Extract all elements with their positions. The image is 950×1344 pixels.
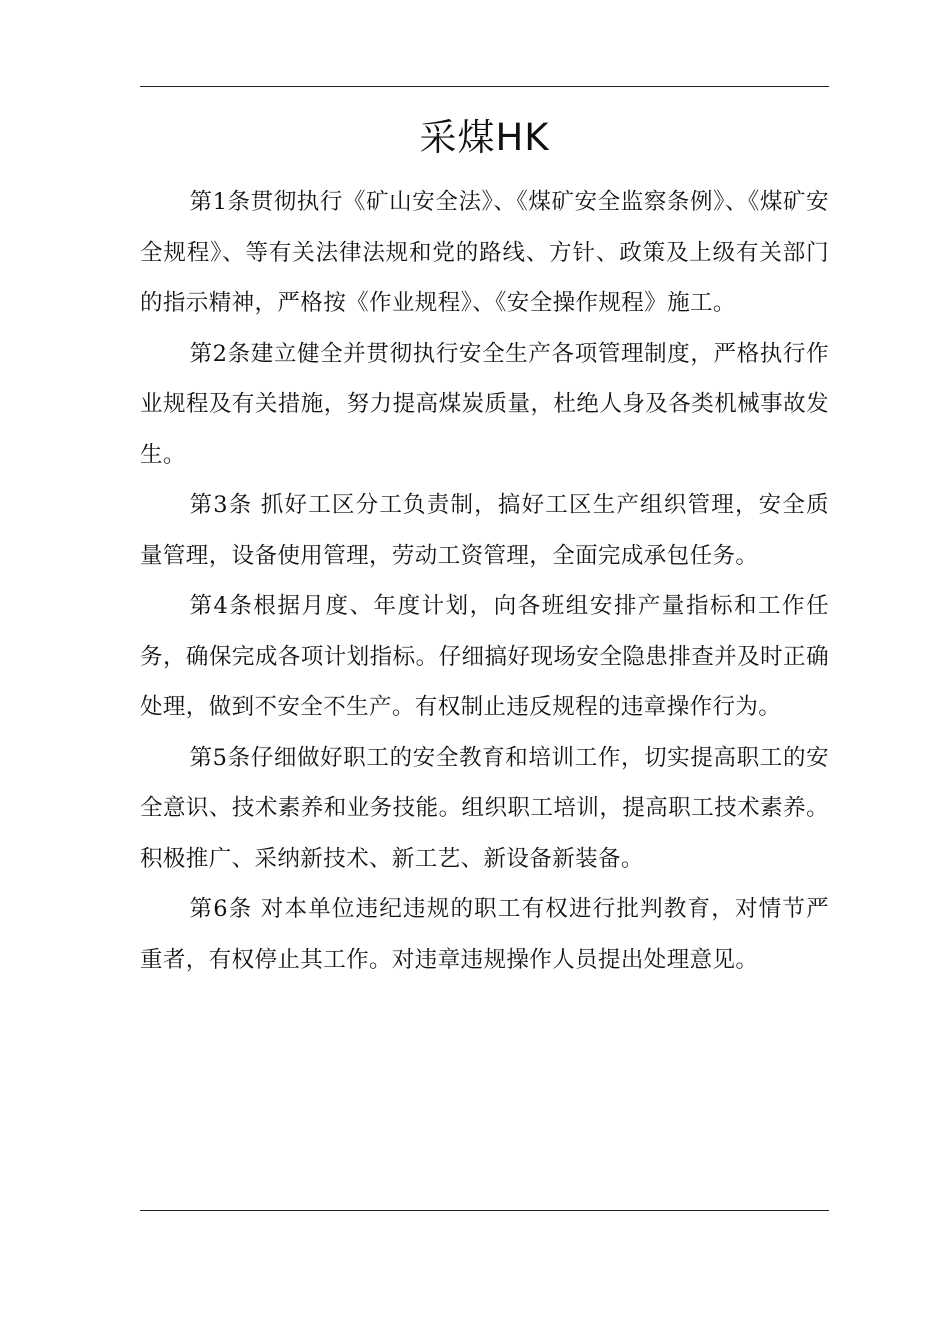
- article-4: 第4条根据月度、年度计划，向各班组安排产量指标和工作任务，确保完成各项计划指标。仔细搞好现场安全隐患排查并及时正确处理，做到不安全不生产。有权制止违反规程的违章操作行为。: [140, 593, 829, 720]
- document-title: 采煤HK: [419, 116, 550, 159]
- article-1: 第1条贯彻执行《矿山安全法》、《煤矿安全监察条例》、《煤矿安全规程》、等有关法律法规和党的路线、方针、政策及上级有关部门的指示精神，严格按《作业规程》、《安全操作规程》施工。: [140, 189, 829, 316]
- article-5: 第5条仔细做好职工的安全教育和培训工作，切实提高职工的安全意识、技术素养和业务技能。组织职工培训，提高职工技术素养。积极推广、采纳新技术、新工艺、新设备新装备。: [140, 744, 829, 872]
- article-3: 第3条 抓好工区分工负责制，搞好工区生产组织管理，安全质量管理，设备使用管理，劳动工资管理，全面完成承包任务。: [140, 492, 829, 569]
- article-6: 第6条 对本单位违纪违规的职工有权进行批判教育，对情节严重者，有权停止其工作。对违章违规操作人员提出处理意见。: [140, 896, 829, 973]
- footer-rule: [140, 1210, 829, 1211]
- header-rule: [140, 86, 829, 87]
- document-body: [140, 177, 829, 985]
- article-2: 第2条建立健全并贯彻执行安全生产各项管理制度，严格执行作业规程及有关措施，努力提高煤炭质量，杜绝人身及各类机械事故发生。: [140, 340, 829, 468]
